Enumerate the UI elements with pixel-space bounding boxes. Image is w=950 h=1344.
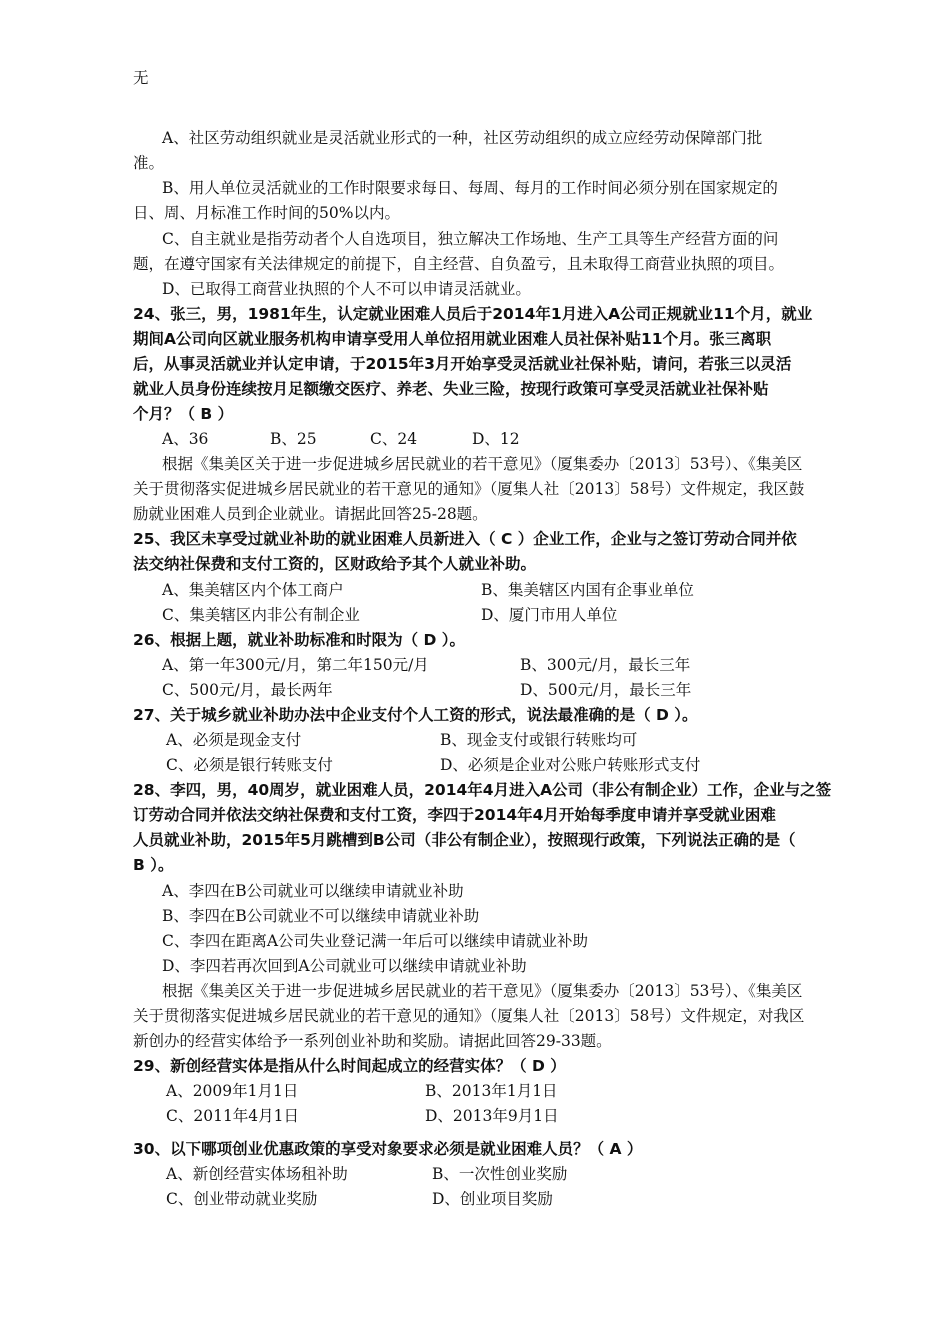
q25-option-b: B、集美辖区内国有企事业单位	[481, 581, 694, 599]
q25-line1: 25、我区未享受过就业补助的就业困难人员新进入（ C ）企业工作，企业与之签订劳动合同并依	[133, 530, 797, 548]
q25-option-a: A、集美辖区内个体工商户	[162, 581, 344, 599]
intro1-line2: 关于贯彻落实促进城乡居民就业的若干意见的通知》（厦集人社〔2013〕58号）文件规定，我区鼓	[133, 480, 805, 498]
intro2-line3: 新创办的经营实体给予一系列创业补助和奖励。请据此回答29-33题。	[133, 1032, 612, 1050]
intro2-line2: 关于贯彻落实促进城乡居民就业的若干意见的通知》（厦集人社〔2013〕58号）文件规定，对我区	[133, 1007, 805, 1025]
q23-option-d: D、已取得工商营业执照的个人不可以申请灵活就业。	[162, 280, 531, 298]
q30-option-b: B、一次性创业奖励	[432, 1165, 568, 1183]
q25-option-c: C、集美辖区内非公有制企业	[162, 606, 360, 624]
q29-option-d: D、2013年9月1日	[425, 1107, 559, 1125]
q24-line4: 就业人员身份连续按月足额缴交医疗、养老、失业三险，按现行政策可享受灵活就业社保补贴	[133, 380, 769, 398]
q26-option-b: B、300元/月，最长三年	[520, 656, 691, 674]
q28-line3: 人员就业补助，2015年5月跳槽到B公司（非公有制企业），按照现行政策，下列说法正确的是（	[133, 831, 796, 849]
q23-option-a-line1: A、社区劳动组织就业是灵活就业形式的一种，社区劳动组织的成立应经劳动保障部门批	[162, 129, 763, 147]
q29-option-b: B、2013年1月1日	[425, 1082, 558, 1100]
q24-option-a: A、36	[162, 430, 209, 448]
q24-option-d: D、12	[472, 430, 520, 448]
q24-line5: 个月？（ B ）	[133, 405, 234, 423]
q24-option-b: B、25	[270, 430, 317, 448]
q24-option-c: C、24	[370, 430, 418, 448]
intro1-line1: 根据《集美区关于进一步促进城乡居民就业的若干意见》（厦集委办〔2013〕53号）、《集美区	[162, 455, 803, 473]
q26-line: 26、根据上题，就业补助标准和时限为（ D ）。	[133, 631, 465, 649]
q24-line1: 24、张三，男，1981年生，认定就业困难人员后于2014年1月进入A公司正规就业11个月，就业	[133, 305, 813, 323]
q29-option-a: A、2009年1月1日	[166, 1082, 299, 1100]
q29-option-c: C、2011年4月1日	[166, 1107, 300, 1125]
q28-option-a: A、李四在B公司就业可以继续申请就业补助	[162, 882, 464, 900]
q27-option-d: D、必须是企业对公账户转账形式支付	[440, 756, 701, 774]
q23-option-c-line1: C、自主就业是指劳动者个人自选项目，独立解决工作场地、生产工具等生产经营方面的问	[162, 230, 779, 248]
q28-option-b: B、李四在B公司就业不可以继续申请就业补助	[162, 907, 480, 925]
q27-option-a: A、必须是现金支付	[166, 731, 302, 749]
q26-option-c: C、500元/月，最长两年	[162, 681, 333, 699]
q28-line2: 订劳动合同并依法交纳社保费和支付工资，李四于2014年4月开始每季度申请并享受就业困难	[133, 806, 776, 824]
q25-line2: 法交纳社保费和支付工资的，区财政给予其个人就业补助。	[133, 555, 537, 573]
q26-option-d: D、500元/月，最长三年	[520, 681, 692, 699]
q27-option-b: B、现金支付或银行转账均可	[440, 731, 638, 749]
page-header: 无	[133, 69, 149, 87]
q30-option-c: C、创业带动就业奖励	[166, 1190, 318, 1208]
q26-option-a: A、第一年300元/月，第二年150元/月	[162, 656, 429, 674]
q23-option-c-line2: 题，在遵守国家有关法律规定的前提下，自主经营、自负盈亏，且未取得工商营业执照的项目。	[133, 255, 785, 273]
intro2-line1: 根据《集美区关于进一步促进城乡居民就业的若干意见》（厦集委办〔2013〕53号）、《集美区	[162, 982, 803, 1000]
intro1-line3: 励就业困难人员到企业就业。请据此回答25-28题。	[133, 505, 488, 523]
q30-option-d: D、创业项目奖励	[432, 1190, 553, 1208]
q24-line2: 期间A公司向区就业服务机构申请享受用人单位招用就业困难人员社保补贴11个月。张三离职	[133, 330, 772, 348]
q28-line4: B ）。	[133, 856, 174, 874]
q28-line1: 28、李四，男，40周岁，就业困难人员，2014年4月进入A公司（非公有制企业）工作，企业与之签	[133, 781, 832, 799]
q27-line: 27、关于城乡就业补助办法中企业支付个人工资的形式，说法最准确的是（ D ）。	[133, 706, 698, 724]
q24-line3: 后，从事灵活就业并认定申请，于2015年3月开始享受灵活就业社保补贴，请问，若张三以灵活	[133, 355, 792, 373]
q23-option-a-line2: 准。	[133, 154, 165, 172]
q28-option-d: D、李四若再次回到A公司就业可以继续申请就业补助	[162, 957, 527, 975]
q29-line: 29、新创经营实体是指从什么时间起成立的经营实体？（ D ）	[133, 1057, 566, 1075]
q23-option-b-line2: 日、周、月标准工作时间的50%以内。	[133, 204, 400, 222]
q27-option-c: C、必须是银行转账支付	[166, 756, 333, 774]
q25-option-d: D、厦门市用人单位	[481, 606, 618, 624]
q30-line: 30、以下哪项创业优惠政策的享受对象要求必须是就业困难人员？（ A ）	[133, 1140, 643, 1158]
q28-option-c: C、李四在距离A公司失业登记满一年后可以继续申请就业补助	[162, 932, 589, 950]
q30-option-a: A、新创经营实体场租补助	[166, 1165, 348, 1183]
q23-option-b-line1: B、用人单位灵活就业的工作时限要求每日、每周、每月的工作时间必须分别在国家规定的	[162, 179, 778, 197]
